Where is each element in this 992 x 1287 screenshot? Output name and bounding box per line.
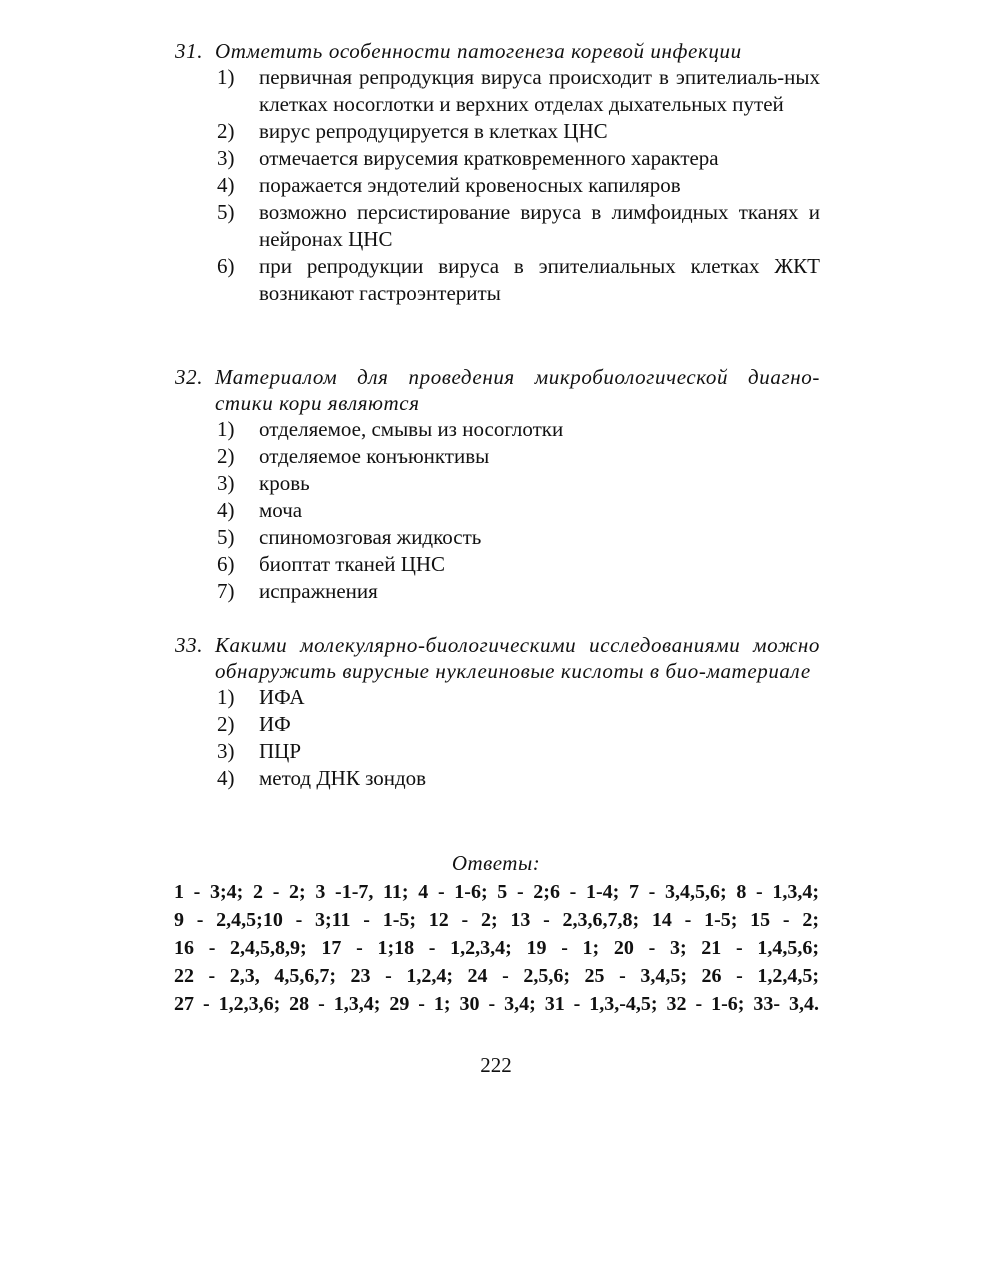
option-item: [175, 172, 820, 199]
question-title: [175, 364, 820, 416]
option-item: [175, 524, 820, 551]
option-text: отмечается вирусемия кратковременного характера: [259, 146, 719, 170]
question-number: 32.: [175, 365, 204, 389]
option-number: 4): [217, 766, 235, 790]
option-number: 5): [217, 525, 235, 549]
options-list: [175, 684, 820, 792]
option-item: [175, 765, 820, 792]
question-text: Материалом для проведения микробиологической диагно-стики кори являются: [215, 365, 820, 415]
question-33: [175, 632, 820, 792]
answers-line: 22 - 2,3, 4,5,6,7; 23 - 1,2,4; 24 - 2,5,6; 25 - 3,4,5; 26 - 1,2,4,5;: [174, 965, 819, 987]
option-item: [175, 578, 820, 605]
option-item: [175, 711, 820, 738]
answers-block: [174, 878, 819, 1018]
option-text: первичная репродукция вируса происходит в эпителиаль-ных клетках носоглотки и верхних отделах дыхательных путей: [259, 65, 820, 116]
option-number: 5): [217, 200, 235, 224]
option-number: 4): [217, 498, 235, 522]
option-number: 6): [217, 254, 235, 278]
question-text: Какими молекулярно-биологическими исследованиями можно обнаружить вирусные нуклеиновые кислоты в био-материале: [215, 633, 820, 683]
option-text: ИФ: [259, 712, 291, 736]
question-32: [175, 364, 820, 605]
option-text: метод ДНК зондов: [259, 766, 427, 790]
option-item: [175, 551, 820, 578]
option-item: [175, 253, 820, 307]
answers-line: 16 - 2,4,5,8,9; 17 - 1;18 - 1,2,3,4; 19 - 1; 20 - 3; 21 - 1,4,5,6;: [174, 937, 819, 959]
option-number: 1): [217, 417, 235, 441]
option-number: 3): [217, 471, 235, 495]
option-item: [175, 684, 820, 711]
option-text: вирус репродуцируется в клетках ЦНС: [259, 119, 608, 143]
option-text: биоптат тканей ЦНС: [259, 552, 446, 576]
option-text: моча: [259, 498, 303, 522]
answers-title: Ответы:: [451, 851, 541, 875]
option-item: [175, 443, 820, 470]
option-item: [175, 416, 820, 443]
question-title: [175, 632, 820, 684]
option-text: испражнения: [259, 579, 378, 603]
option-text: возможно персистирование вируса в лимфоидных тканях и нейронах ЦНС: [259, 200, 820, 251]
option-number: 2): [217, 119, 235, 143]
option-text: поражается эндотелий кровеносных капиляров: [259, 173, 681, 197]
answers-line: 1 - 3;4; 2 - 2; 3 -1-7, 11; 4 - 1-6; 5 - 2;6 - 1-4; 7 - 3,4,5,6; 8 - 1,3,4;: [174, 881, 819, 903]
option-text: отделяемое, смывы из носоглотки: [259, 417, 564, 441]
option-item: [175, 199, 820, 253]
answers-line: 27 - 1,2,3,6; 28 - 1,3,4; 29 - 1; 30 - 3,4; 31 - 1,3,-4,5; 32 - 1-6; 33- 3,4.: [174, 993, 819, 1015]
option-text: спиномозговая жидкость: [259, 525, 482, 549]
option-number: 3): [217, 739, 235, 763]
option-text: ИФА: [259, 685, 305, 709]
option-number: 2): [217, 712, 235, 736]
question-text: Отметить особенности патогенеза коревой инфекции: [215, 39, 742, 63]
option-item: [175, 64, 820, 118]
option-text: при репродукции вируса в эпителиальных клетках ЖКТ возникают гастроэнтериты: [259, 254, 820, 305]
question-title: [175, 38, 820, 64]
option-number: 7): [217, 579, 235, 603]
option-item: [175, 738, 820, 765]
option-item: [175, 118, 820, 145]
option-number: 4): [217, 173, 235, 197]
option-text: кровь: [259, 471, 310, 495]
option-number: 3): [217, 146, 235, 170]
question-number: 31.: [175, 39, 204, 63]
option-number: 1): [217, 685, 235, 709]
options-list: [175, 64, 820, 307]
option-text: ПЦР: [259, 739, 302, 763]
question-number: 33.: [175, 633, 204, 657]
page-number: 222: [480, 1053, 512, 1077]
answers-line: 9 - 2,4,5;10 - 3;11 - 1-5; 12 - 2; 13 - 2,3,6,7,8; 14 - 1-5; 15 - 2;: [174, 909, 819, 931]
options-list: [175, 416, 820, 605]
option-number: 1): [217, 65, 235, 89]
option-item: [175, 145, 820, 172]
option-number: 6): [217, 552, 235, 576]
question-31: [175, 38, 820, 307]
option-number: 2): [217, 444, 235, 468]
option-text: отделяемое конъюнктивы: [259, 444, 490, 468]
option-item: [175, 497, 820, 524]
option-item: [175, 470, 820, 497]
